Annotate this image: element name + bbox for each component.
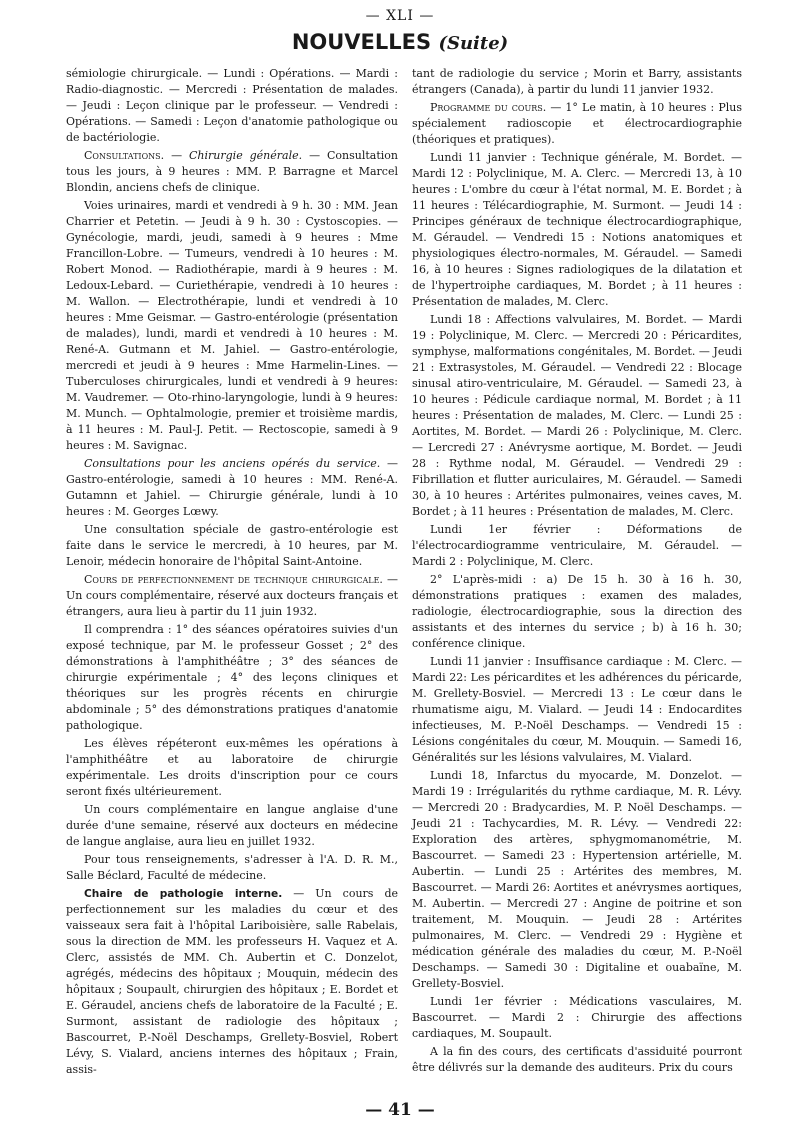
paragraph bbox=[412, 100, 742, 148]
paragraph: sémiologie chirurgicale. — Lundi : Opérations. — Mardi : Radio-diagnostic. — Mercredi : Présentation de malades. — Jeudi : Leçon clinique par le professeur. — Vendredi : Opérations. — Samedi : Leçon d'anatomie pathologique ou de bactériologie. bbox=[66, 67, 398, 144]
paragraph: Un cours complémentaire en langue anglaise d'une durée d'une semaine, réservé aux docteurs en médecine de langue anglaise, aura lieu en juillet 1932. bbox=[66, 803, 398, 848]
paragraph: Lundi 1er février : Médications vasculaires, M. Bascourret. — Mardi 2 : Chirurgie des affections cardiaques, M. Soupault. bbox=[412, 995, 742, 1040]
section-title-suffix: (Suite) bbox=[438, 33, 509, 54]
paragraph-label: Cours de perfectionnement de technique chirurgicale. bbox=[84, 573, 383, 586]
paragraph: Lundi 18 : Affections valvulaires, M. Bordet. — Mardi 19 : Polyclinique, M. Clerc. — Mercredi 20 : Péricardites, symphyse, malformations congénitales, M. Bordet. — Jeudi 21 : Extrasystoles, M. Géraudel. — Vendredi 22 : Blocage sinusal atiro-ventriculaire, M. Géraudel. — Samedi 23, à 10 heures : Pédicule cardiaque normal, M. Bordet ; à 11 heures : Présentation de malades, M. Clerc. — Lundi 25 : Aortites, M. Bordet. — Mardi 26 : Polyclinique, M. Clerc. — Lercredi 27 : Anévrysme aortique, M. Bordet. — Jeudi 28 : Rythme nodal, M. Géraudel. — Vendredi 29 : Fibrillation et flutter auriculaires, M. Géraudel. — Samedi 30, à 10 heures : Artérites pulmonaires, veines caves, M. Bordet ; à 11 heures : Présentation de malades, M. Clerc. bbox=[412, 313, 742, 518]
paragraph: Les élèves répéteront eux-mêmes les opérations à l'amphithéâtre et au laboratoire de chirurgie expérimentale. Les droits d'inscription pour ce cours seront fixés ultérieurement. bbox=[66, 737, 398, 798]
paragraph: Lundi 1er février : Déformations de l'électrocardiogramme ventriculaire, M. Géraudel. — Mardi 2 : Polyclinique, M. Clerc. bbox=[412, 523, 742, 568]
paragraph: Il comprendra : 1° des séances opératoires suivies d'un exposé technique, par M. le professeur Gosset ; 2° des démonstrations à l'amphithéâtre ; 3° des séances de chirurgie expérimentale ; 4° des leçons cliniques et théoriques sur les progrès récents en chirurgie abdominale ; 5° des démonstrations pratiques d'anatomie pathologique. bbox=[66, 623, 398, 732]
section-title-main: NOUVELLES bbox=[291, 30, 432, 54]
left-column bbox=[66, 66, 398, 1080]
paragraph: Lundi 11 janvier : Insuffisance cardiaque : M. Clerc. — Mardi 22: Les péricardites et les adhérences du péricarde, M. Grellety-Bosviel. — Mercredi 13 : Le cœur dans le rhumatisme aigu, M. Vialard. — Jeudi 14 : Endocardites infectieuses, M. P.-Noël Deschamps. — Vendredi 15 : Lésions congénitales du cœur, M. Mouquin. — Samedi 16, Généralités sur les lésions valvulaires, M. Vialard. bbox=[412, 655, 742, 764]
paragraph: Voies urinaires, mardi et vendredi à 9 h. 30 : MM. Jean Charrier et Petetin. — Jeudi à 9 h. 30 : Cystoscopies. — Gynécologie, mardi, jeudi, samedi à 9 heures : Mme Francillon-Lobre. — Tumeurs, vendredi à 10 heures : M. Robert Monod. — Radiothérapie, mardi à 9 heures : M. Ledoux-Lebard. — Curiethérapie, vendredi à 10 heures : M. Wallon. — Electrothérapie, lundi et vendredi à 10 heures : Mme Geismar. — Gastro-entérologie (présentation de malades), lundi, mardi et vendredi à 10 heures : M. René-A. Gutmann et M. Jahiel. — Gastro-entérologie, mercredi et jeudi à 9 heures : Mme Harmelin-Lines. — Tuberculoses chirurgicales, lundi et vendredi à 9 heures: M. Vaudremer. — Oto-rhino-laryngologie, lundi à 9 heures: M. Munch. — Ophtalmologie, premier et troisième mardis, à 11 heures : M. Paul-J. Petit. — Rectoscopie, samedi à 9 heures : M. Savignac. bbox=[66, 199, 398, 452]
paragraph-text: — 1° Le matin, à 10 heures : Plus spécialement radioscopie et électrocardiographie (théoriques et pratiques). bbox=[412, 101, 742, 146]
paragraph: A la fin des cours, des certificats d'assiduité pourront être délivrés sur la demande des auditeurs. Prix du cours bbox=[412, 1045, 742, 1074]
paragraph-italic: Chirurgie générale. bbox=[189, 149, 303, 162]
paragraph-label: Chaire de pathologie interne. bbox=[84, 888, 283, 900]
paragraph-label: Programme du cours. bbox=[430, 101, 547, 114]
paragraph: 2° L'après-midi : a) De 15 h. 30 à 16 h. 30, démonstrations pratiques : examen des malades, radiologie, électrocardiographie, sous la direction des assistants et des internes du service ; b) à 16 h. 30; conférence clinique. bbox=[412, 573, 742, 650]
section-title bbox=[0, 30, 800, 54]
paragraph bbox=[66, 886, 398, 1078]
paragraph-text: — Consultation tous les jours, à 9 heures : MM. P. Barragne et Marcel Blondin, anciens chefs de clinique. bbox=[66, 149, 398, 194]
paragraph-text: — Un cours de perfectionnement sur les maladies du cœur et des vaisseaux sera fait à l'hôpital Lariboisière, salle Rabelais, sous la direction de MM. les professeurs H. Vaquez et A. Clerc, assistés de MM. Ch. Aubertin et C. Donzelot, agrégés, médecins des hôpitaux ; Mouquin, médecin des hôpitaux ; Soupault, chirurgien des hôpitaux ; E. Bordet et E. Géraudel, anciens chefs de laboratoire de la Faculté ; E. Surmont, assistant de radiologie des hôpitaux ; Bascourret, P.-Noël Deschamps, Grellety-Bosviel, Robert Lévy, S. Vialard, anciens internes des hôpitaux ; Frain, assis- bbox=[66, 887, 398, 1076]
paragraph-label: Consultations. bbox=[84, 149, 165, 162]
paragraph: Consultations. — Chirurgie générale. — Consultation tous les jours, à 9 heures : MM. P. Barragne et Marcel Blondin, anciens chefs de clinique. bbox=[66, 149, 398, 194]
paragraph bbox=[66, 456, 398, 520]
paragraph: Une consultation spéciale de gastro-entérologie est faite dans le service le mercredi, à 10 heures, par M. Lenoir, médecin honoraire de l'hôpital Saint-Antoine. bbox=[66, 523, 398, 568]
right-column bbox=[412, 66, 742, 1078]
page-number: — 41 — bbox=[365, 1100, 435, 1120]
paragraph-text: — Un cours complémentaire, réservé aux docteurs français et étrangers, aura lieu à partir du 11 juin 1932. bbox=[66, 573, 399, 618]
paragraph-text: — Gastro-entérologie, samedi à 10 heures : MM. René-A. Gutamnn et Jahiel. — Chirurgie générale, lundi à 10 heures : M. Georges Lœwy. bbox=[66, 457, 398, 518]
paragraph: Lundi 18, Infarctus du myocarde, M. Donzelot. — Mardi 19 : Irrégularités du rythme cardiaque, M. R. Lévy. — Mercredi 20 : Bradycardies, M. P. Noël Deschamps. — Jeudi 21 : Tachycardies, M. R. Lévy. — Vendredi 22: Exploration des artères, sphygmomanométrie, M. Bascourret. — Samedi 23 : Hypertension artérielle, M. Aubertin. — Lundi 25 : Artérites des membres, M. Bascourret. — Mardi 26: Aortites et anévrysmes aortiques, M. Aubertin. — Mercredi 27 : Angine de poitrine et son traitement, M. Mouquin. — Jeudi 28 : Artérites pulmonaires, M. Clerc. — Vendredi 29 : Hygiène et médication générale des maladies du cœur, M. P.-Noël Deschamps. — Samedi 30 : Digitaline et ouabaïne, M. Grellety-Bosviel. bbox=[412, 769, 742, 990]
paragraph: Lundi 11 janvier : Technique générale, M. Bordet. — Mardi 12 : Polyclinique, M. A. Clerc. — Mercredi 13, à 10 heures : L'ombre du cœur à l'état normal, M. E. Bordet ; à 11 heures : Télécardiographie, M. Surmont. — Jeudi 14 : Principes généraux de technique électrocardiographique, M. Géraudel. — Vendredi 15 : Notions anatomiques et physiologiques électro-normales, M. Géraudel. — Samedi 16, à 10 heures : Signes radiologiques de la dilatation et de l'hypertroiphe cardiaques, M. Bordet ; à 11 heures : Présentation de malades, M. Clerc. bbox=[412, 151, 742, 308]
roman-page-number: — XLI — bbox=[365, 8, 435, 24]
paragraph: tant de radiologie du service ; Morin et Barry, assistants étrangers (Canada), à partir du lundi 11 janvier 1932. bbox=[412, 67, 742, 96]
paragraph: Pour tous renseignements, s'adresser à l'A. D. R. M., Salle Béclard, Faculté de médecine. bbox=[66, 853, 398, 882]
paragraph-italic: Consultations pour les anciens opérés du service. bbox=[84, 457, 381, 470]
paragraph bbox=[66, 572, 398, 620]
